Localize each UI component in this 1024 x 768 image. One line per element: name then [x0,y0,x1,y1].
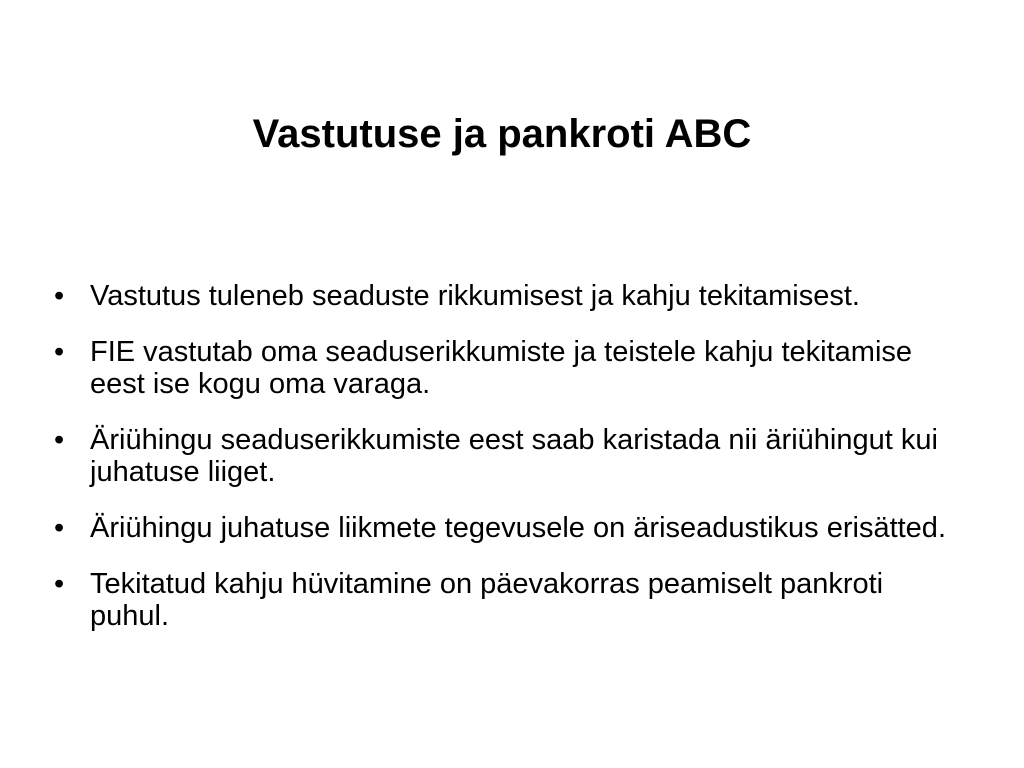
bullet-marker: • [54,424,65,456]
bullet-marker: • [54,512,65,544]
bullet-marker: • [54,336,65,368]
bullet-item-5 [54,568,964,632]
bullet-marker: • [54,280,65,312]
bullet-item-4 [54,512,964,544]
bullet-text: FIE vastutab oma seaduserikkumiste ja teistele kahju tekitamise eest ise kogu oma varaga. [90,336,913,400]
bullet-text: Tekitatud kahju hüvitamine on päevakorras peamiselt pankroti puhul. [90,568,884,632]
bullet-item-3 [54,424,964,488]
bullet-text: Äriühingu seaduserikkumiste eest saab karistada nii äriühingut kui juhatuse liiget. [90,424,938,488]
slide-title: Vastutuse ja pankroti ABC [252,112,752,156]
bullet-text: Äriühingu juhatuse liikmete tegevusele on äriseadustikus erisätted. [90,512,946,544]
bullet-list [54,280,964,632]
bullet-item-1 [54,280,964,312]
bullet-text: Vastutus tuleneb seaduste rikkumisest ja kahju tekitamisest. [90,280,860,312]
bullet-item-2 [54,336,964,400]
bullet-marker: • [54,568,65,600]
